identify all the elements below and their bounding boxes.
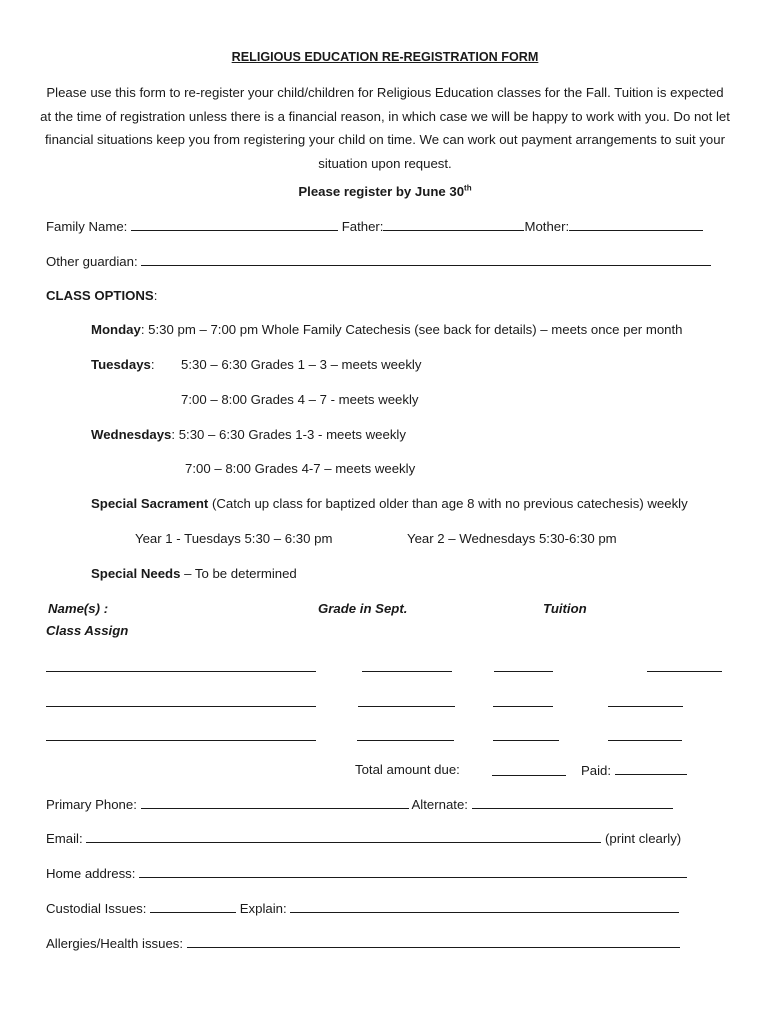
row-2-grade-field[interactable]	[358, 706, 455, 707]
mother-field[interactable]	[569, 218, 703, 231]
wednesdays-line-2: 7:00 – 8:00 Grades 4-7 – meets weekly	[185, 461, 416, 476]
other-guardian-row	[46, 253, 711, 270]
custodial-issues-field[interactable]	[150, 900, 236, 913]
tuesdays-day: Tuesdays	[91, 357, 151, 372]
mother-label: Mother:	[524, 219, 570, 234]
family-name-field[interactable]	[131, 218, 338, 231]
tuesdays-line-2: 7:00 – 8:00 Grades 4 – 7 - meets weekly	[181, 392, 419, 407]
special-sacrament-text: (Catch up class for baptized older than age 8 with no previous catechesis) weekly	[208, 496, 688, 511]
year-2-option: Year 2 – Wednesdays 5:30-6:30 pm	[407, 531, 617, 546]
class-options-heading-colon: :	[153, 288, 158, 303]
special-needs-text: – To be determined	[180, 566, 297, 581]
tuesdays-colon: :	[150, 357, 155, 372]
phone-row	[46, 796, 673, 813]
row-3-grade-field[interactable]	[357, 740, 454, 741]
other-guardian-field[interactable]	[141, 253, 711, 266]
home-address-row	[46, 865, 687, 882]
home-address-label: Home address:	[46, 866, 136, 881]
paid-row	[581, 762, 687, 779]
special-sacrament-option	[91, 496, 688, 512]
primary-phone-label: Primary Phone:	[46, 797, 137, 812]
email-note: (print clearly)	[604, 831, 682, 846]
alternate-phone-field[interactable]	[472, 796, 673, 809]
registration-deadline	[0, 184, 770, 200]
row-2-class-assign-field[interactable]	[608, 706, 683, 707]
total-amount-field[interactable]	[492, 775, 566, 776]
wednesdays-day: Wednesdays	[91, 427, 172, 442]
email-field[interactable]	[86, 830, 601, 843]
family-row	[46, 218, 703, 235]
wednesdays-line-1: : 5:30 – 6:30 Grades 1-3 - meets weekly	[171, 427, 406, 442]
tuition-column-header: Tuition	[543, 601, 587, 616]
wednesdays-option	[91, 427, 406, 443]
custodial-issues-label: Custodial Issues:	[46, 901, 147, 916]
year-1-option: Year 1 - Tuesdays 5:30 – 6:30 pm	[135, 531, 333, 546]
explain-label: Explain:	[239, 901, 287, 916]
row-2-name-field[interactable]	[46, 706, 316, 707]
class-assign-column-header: Class Assign	[46, 623, 129, 638]
family-name-label: Family Name:	[46, 219, 128, 234]
deadline-suffix: th	[464, 183, 472, 193]
paid-field[interactable]	[615, 762, 687, 775]
monday-day: Monday	[91, 322, 141, 337]
row-1-class-assign-field[interactable]	[647, 671, 722, 672]
special-needs-option	[91, 566, 297, 582]
monday-text: : 5:30 pm – 7:00 pm Whole Family Catechesis (see back for details) – meets once per month	[140, 322, 683, 337]
intro-paragraph: Please use this form to re-register your child/children for Religious Education classes for the Fall. Tuition is expected at the time of registration unless there is a financial reason, in which case we will be happy to work with you. Do not let financial situations keep you from registering your child on time. We can work out payment arrangements to suit your situation upon request.	[40, 85, 730, 171]
row-1-tuition-field[interactable]	[494, 671, 553, 672]
paid-label: Paid:	[581, 763, 612, 778]
total-amount-label: Total amount due:	[355, 762, 460, 777]
father-label: Father:	[341, 219, 384, 234]
monday-option	[91, 322, 683, 338]
form-title: RELIGIOUS EDUCATION RE-REGISTRATION FORM	[231, 50, 539, 64]
email-label: Email:	[46, 831, 83, 846]
alternate-label: Alternate:	[411, 797, 468, 812]
row-1-name-field[interactable]	[46, 671, 316, 672]
custodial-row	[46, 900, 679, 917]
email-row	[46, 830, 681, 847]
special-needs-label: Special Needs	[91, 566, 181, 581]
row-3-class-assign-field[interactable]	[608, 740, 682, 741]
deadline-text: Please register by June 30	[298, 184, 465, 199]
allergies-row	[46, 935, 680, 952]
tuesdays-line-1: 5:30 – 6:30 Grades 1 – 3 – meets weekly	[181, 357, 422, 372]
other-guardian-label: Other guardian:	[46, 254, 138, 269]
explain-field[interactable]	[290, 900, 679, 913]
row-1-grade-field[interactable]	[362, 671, 452, 672]
allergies-field[interactable]	[187, 935, 680, 948]
home-address-field[interactable]	[139, 865, 687, 878]
row-3-tuition-field[interactable]	[493, 740, 559, 741]
grade-column-header: Grade in Sept.	[318, 601, 408, 616]
special-sacrament-label: Special Sacrament	[91, 496, 209, 511]
row-2-tuition-field[interactable]	[493, 706, 553, 707]
row-3-name-field[interactable]	[46, 740, 316, 741]
class-options-heading	[46, 288, 157, 304]
father-field[interactable]	[383, 218, 524, 231]
tuesdays-label	[91, 357, 155, 373]
class-options-heading-text: CLASS OPTIONS	[46, 288, 154, 303]
names-column-header: Name(s) :	[48, 601, 109, 616]
primary-phone-field[interactable]	[141, 796, 409, 809]
allergies-label: Allergies/Health issues:	[46, 936, 184, 951]
